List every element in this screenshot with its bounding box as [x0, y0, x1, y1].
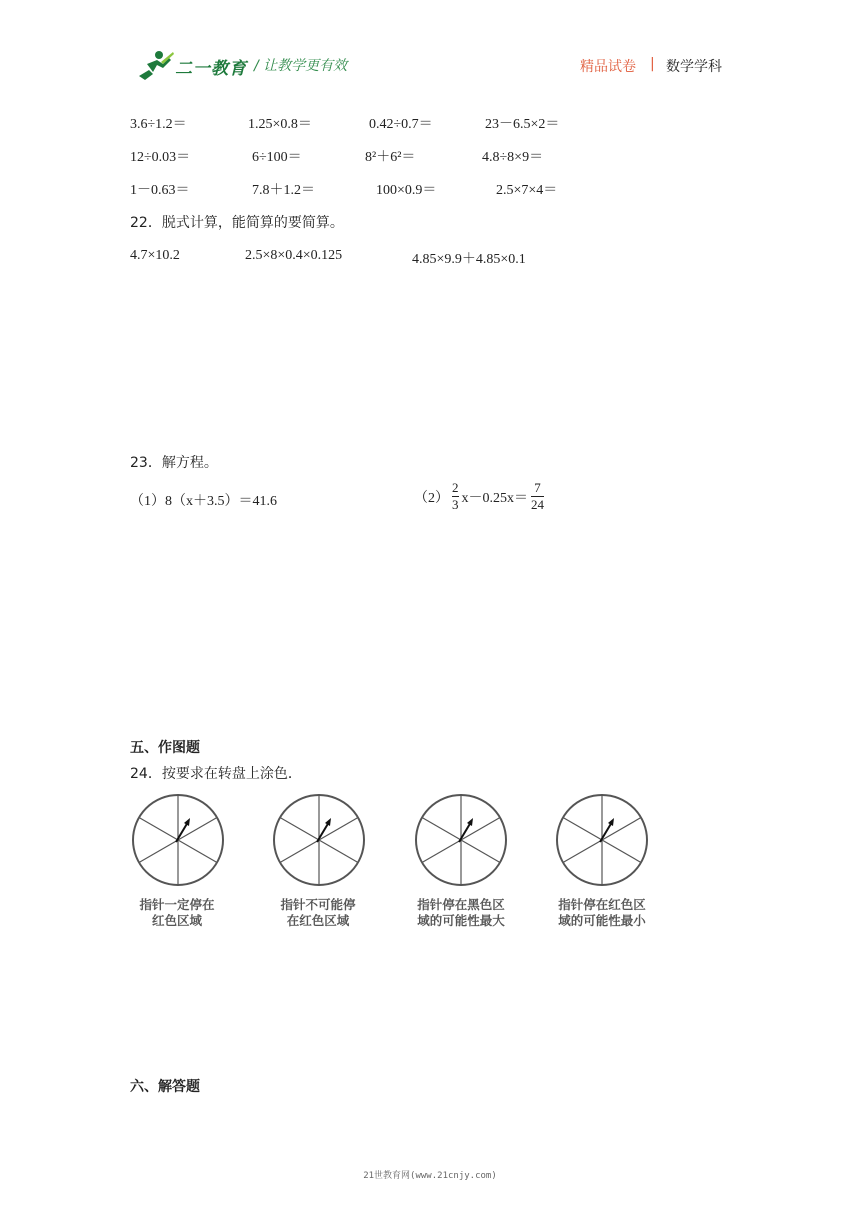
calc-item: 12÷0.03＝	[130, 150, 191, 165]
spinner-1-label	[122, 897, 232, 929]
section-6-heading: 六、解答题	[130, 1079, 200, 1095]
frac-denominator: 24	[531, 497, 544, 512]
frac-numerator: 2	[452, 480, 459, 495]
spinner-wheel-icon	[269, 790, 369, 890]
spinner-wheel-icon	[411, 790, 511, 890]
calc-item: 8²＋6²＝	[365, 150, 416, 165]
frac-denominator: 3	[452, 497, 459, 512]
runner-icon	[135, 48, 175, 82]
calc-item: 0.42÷0.7＝	[369, 117, 433, 132]
calc-item: 2.5×7×4＝	[496, 183, 558, 198]
spinner-2[interactable]	[269, 790, 369, 895]
question-22-title: 22．脱式计算，能简算的要简算。	[130, 215, 344, 231]
spinner-3-label	[403, 897, 519, 929]
label-line: 在红色区域	[286, 913, 350, 928]
spinner-wheel-icon	[552, 790, 652, 890]
calc-item: 23－6.5×2＝	[485, 117, 560, 132]
equation-1: （1）8（x＋3.5）＝41.6	[130, 494, 277, 509]
spinner-1[interactable]	[128, 790, 228, 895]
spinner-4-label	[544, 897, 660, 929]
eq2-prefix: （2）	[414, 490, 449, 506]
label-line: 域的可能性最小	[558, 913, 646, 928]
brand-name: 二一教育	[175, 59, 247, 79]
header-separator: |	[650, 56, 655, 72]
question-24-title: 24．按要求在转盘上涂色．	[130, 766, 302, 782]
calc-item: 1.25×0.8＝	[248, 117, 312, 132]
section-5-heading: 五、作图题	[130, 740, 200, 756]
label-line: 指针停在红色区	[558, 897, 646, 912]
subject-label: 数学学科	[666, 59, 722, 75]
calc-item: 6÷100＝	[252, 150, 302, 165]
spinner-2-label	[263, 897, 373, 929]
eq2-middle: x－0.25x＝	[461, 490, 528, 506]
label-line: 红色区域	[151, 913, 202, 928]
q22-item: 2.5×8×0.4×0.125	[245, 248, 343, 263]
calc-item: 4.8÷8×9＝	[482, 150, 544, 165]
calc-item: 3.6÷1.2＝	[130, 117, 187, 132]
page-footer: 21世教育网(www.21cnjy.com)	[363, 1171, 497, 1181]
label-line: 域的可能性最大	[417, 913, 505, 928]
calc-item: 1－0.63＝	[130, 183, 190, 198]
question-23-title: 23．解方程。	[130, 455, 218, 471]
label-line: 指针不可能停	[280, 897, 356, 912]
equation-2	[414, 481, 547, 512]
spinner-4[interactable]	[552, 790, 652, 895]
tag-label: 精品试卷	[580, 59, 636, 75]
brand-slogan: / 让教学更有效	[254, 58, 348, 74]
q22-item: 4.7×10.2	[130, 248, 180, 263]
frac-numerator: 7	[534, 480, 541, 495]
fraction-seven-24ths	[531, 481, 544, 512]
q22-item: 4.85×9.9＋4.85×0.1	[412, 252, 526, 267]
label-line: 指针停在黑色区	[417, 897, 505, 912]
fraction-two-thirds	[452, 481, 459, 512]
calc-item: 7.8＋1.2＝	[252, 183, 315, 198]
spinner-3[interactable]	[411, 790, 511, 895]
calc-item: 100×0.9＝	[376, 183, 437, 198]
spinner-wheel-icon	[128, 790, 228, 890]
label-line: 指针一定停在	[139, 897, 215, 912]
